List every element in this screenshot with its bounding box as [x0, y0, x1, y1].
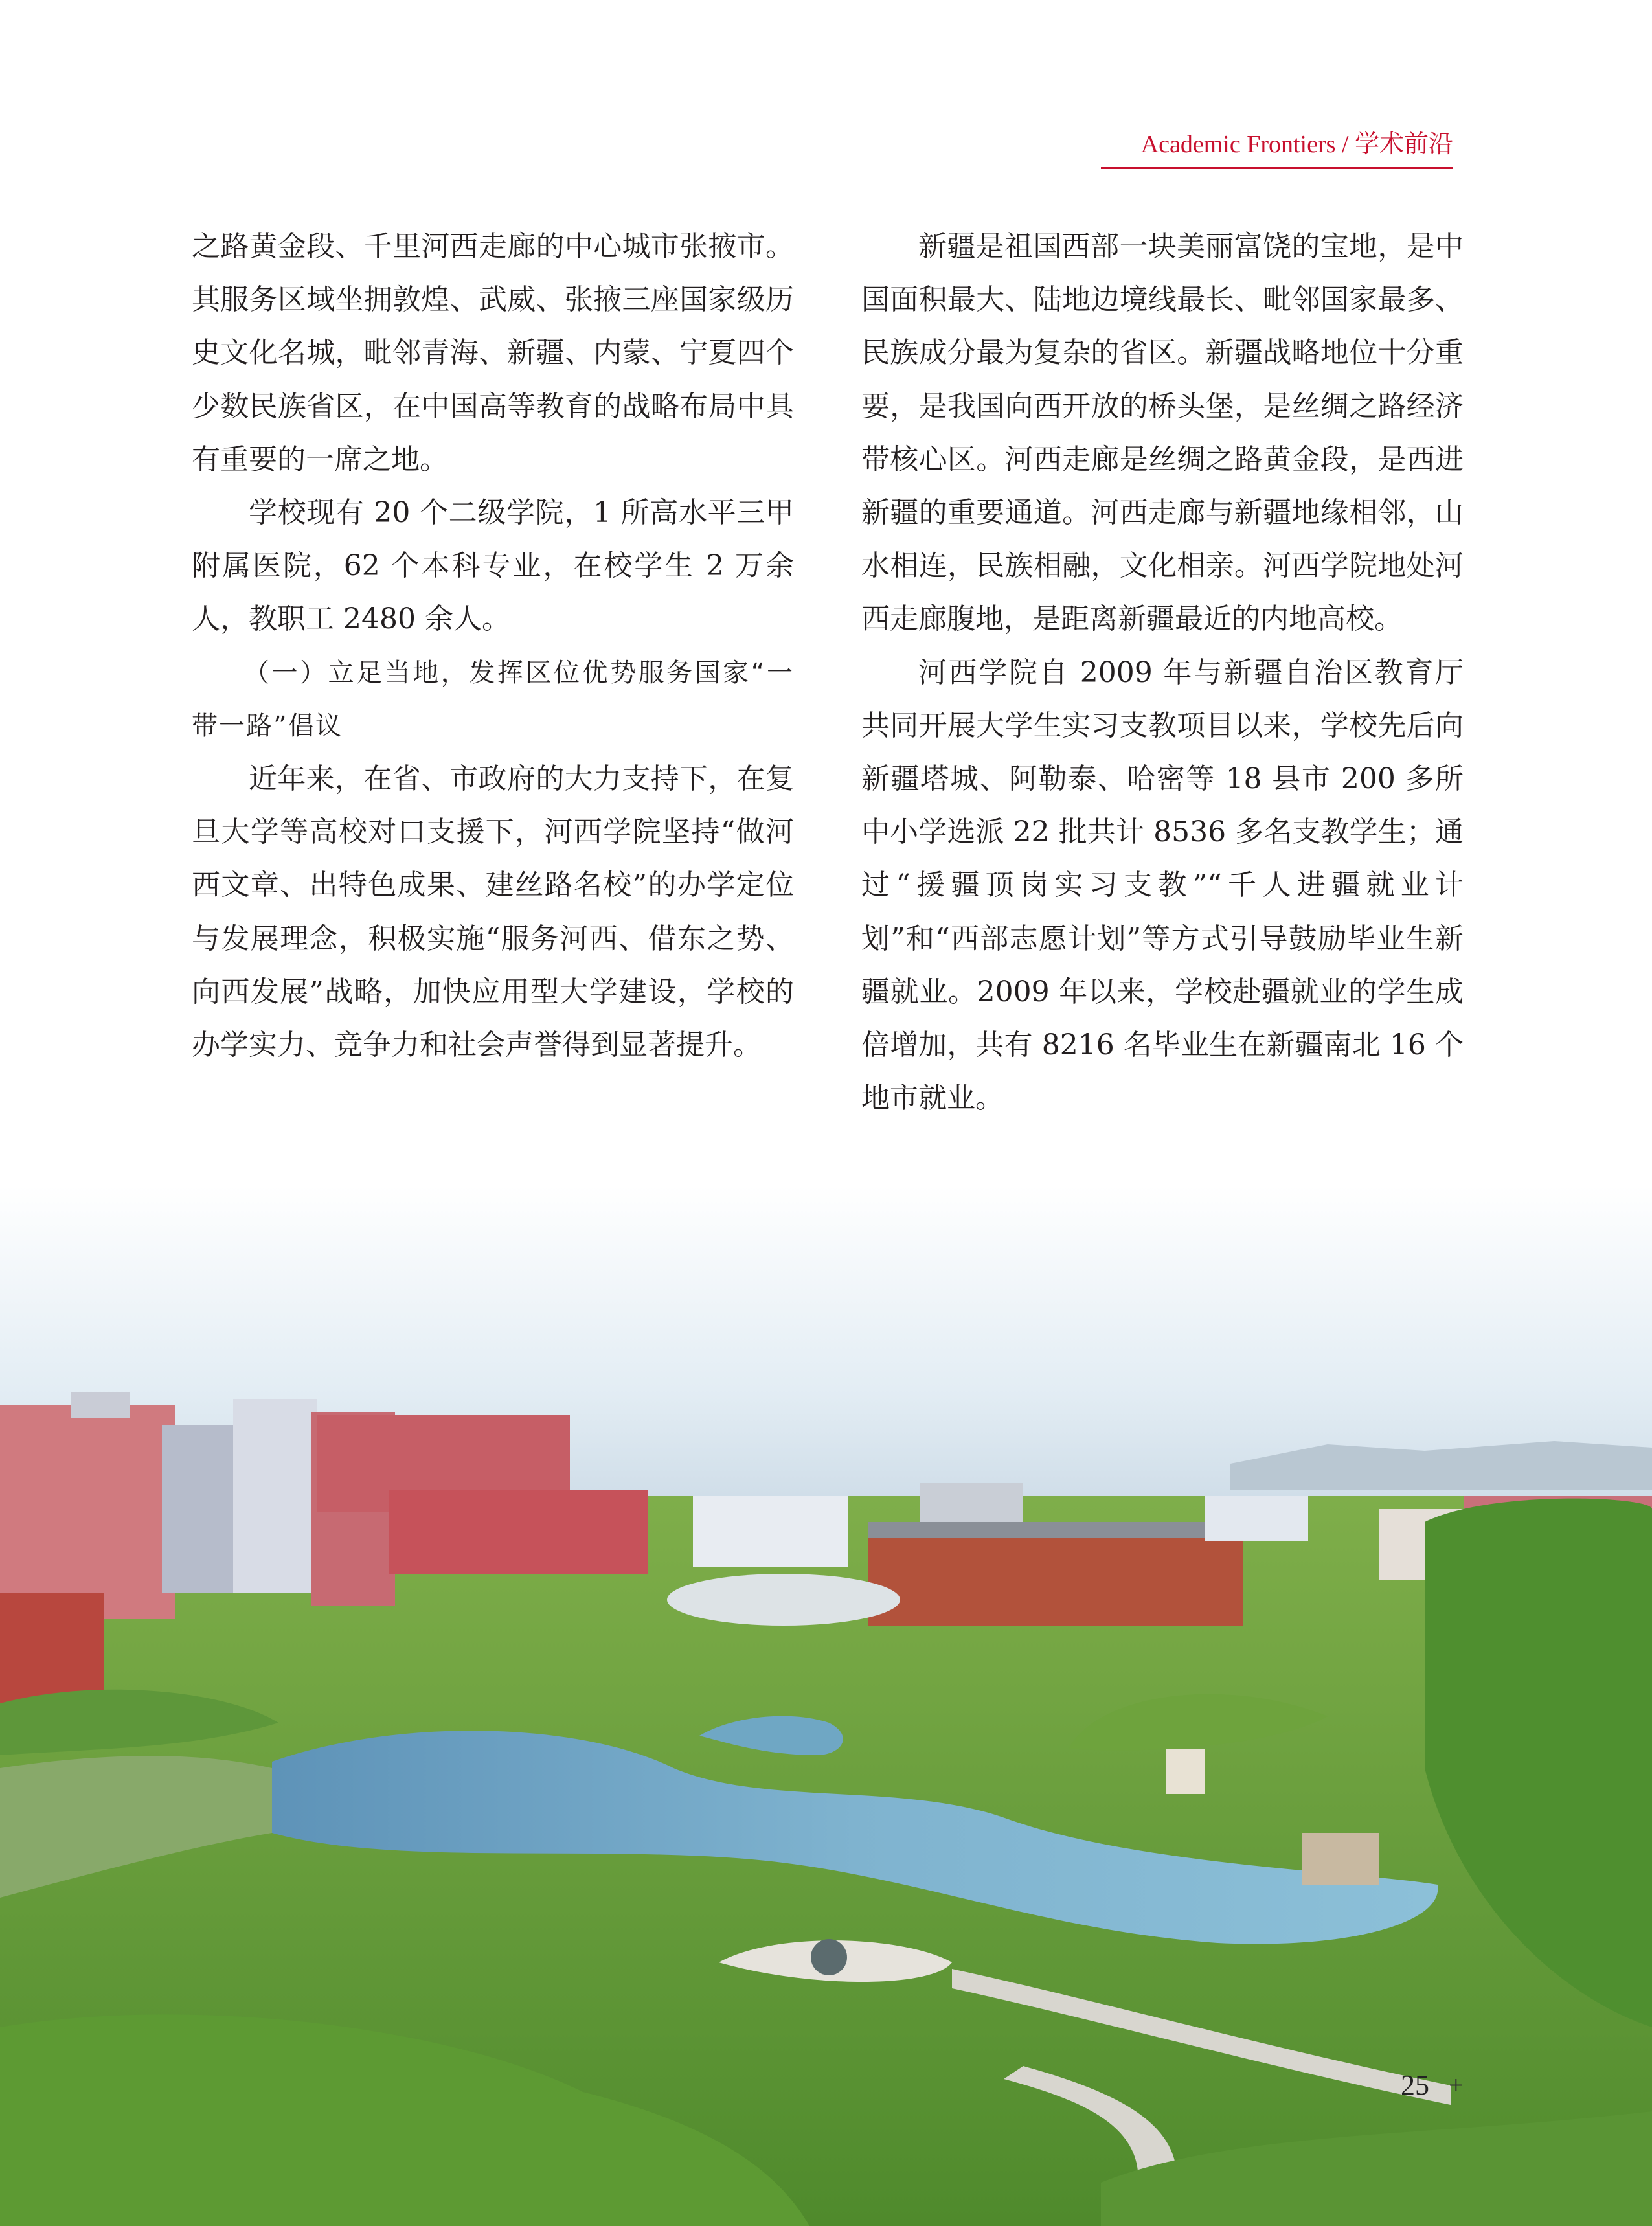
header-english: Academic Frontiers — [1140, 131, 1336, 158]
paragraph: 近年来，在省、市政府的大力支持下，在复旦大学等高校对口支援下，河西学院坚持“做河西文章、出特色成果、建丝路名校”的办学定位与发展理念，积极实施“服务河西、借东之势、向西发展”战略，加快应用型大学建设，学校的办学实力、竞争力和社会声誉得到显著提升。 — [192, 762, 794, 1062]
crop-mark-icon: + — [1449, 2071, 1464, 2100]
running-header — [1101, 124, 1453, 169]
page-number — [1401, 2066, 1464, 2105]
right-column — [861, 220, 1464, 1125]
page-number-text: 25 — [1401, 2069, 1429, 2101]
paragraph: 之路黄金段、千里河西走廊的中心城市张掖市。其服务区域坐拥敦煌、武威、张掖三座国家级历史文化名城，毗邻青海、新疆、内蒙、宁夏四个少数民族省区，在中国高等教育的战略布局中具有重要的一席之地。 — [192, 230, 794, 476]
header-separator: / — [1335, 131, 1355, 158]
left-column — [192, 220, 794, 1072]
paragraph: 学校现有 20 个二级学院，1 所高水平三甲附属医院，62 个本科专业，在校学生 2 万余人，教职工 2480 余人。 — [192, 496, 794, 636]
paragraph: 河西学院自 2009 年与新疆自治区教育厅共同开展大学生实习支教项目以来，学校先后向新疆塔城、阿勒泰、哈密等 18 县市 200 多所中小学选派 22 批共计 8536 多名支教学生；通过“援疆顶岗实习支教”“千人进疆就业计划”和“西部志愿计划”等方式引导鼓励毕业生新疆就业。2009 年以来，学校赴疆就业的学生成倍增加，共有 8216 名毕业生在新疆南北 16 个地市就业。 — [861, 655, 1464, 1115]
paragraph: 新疆是祖国西部一块美丽富饶的宝地，是中国面积最大、陆地边境线最长、毗邻国家最多、民族成分最为复杂的省区。新疆战略地位十分重要，是我国向西开放的桥头堡，是丝绸之路经济带核心区。河西走廊是丝绸之路黄金段，是西进新疆的重要通道。河西走廊与新疆地缘相邻，山水相连，民族相融，文化相亲。河西学院地处河西走廊腹地，是距离新疆最近的内地高校。 — [861, 230, 1464, 636]
section-subheading: （一）立足当地，发挥区位优势服务国家“一带一路”倡议 — [192, 657, 794, 741]
header-chinese: 学术前沿 — [1354, 130, 1453, 158]
